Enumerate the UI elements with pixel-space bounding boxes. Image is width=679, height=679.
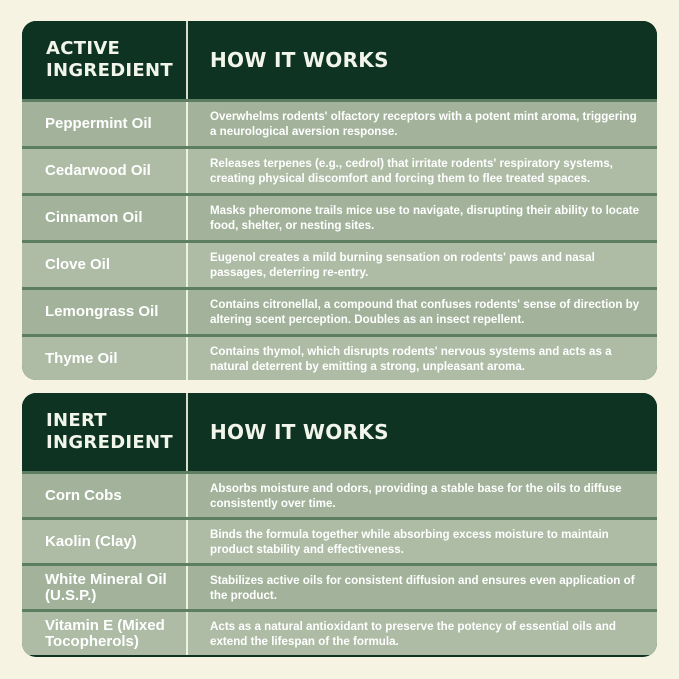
table-row [22, 193, 657, 240]
table-row [22, 563, 657, 609]
ingredient-name: Clove Oil [45, 256, 111, 273]
table-header [22, 393, 657, 471]
ingredient-description: Eugenol creates a mild burning sensation on rodents' paws and nasal passages, deterring re-entry. [186, 243, 657, 287]
how-it-works-column-header: HOW IT WORKS [186, 393, 657, 471]
ingredient-name: Peppermint Oil [45, 115, 152, 132]
ingredient-name: Cedarwood Oil [45, 162, 151, 179]
ingredient-column-header: INERT INGREDIENT [46, 410, 173, 453]
table-header [22, 21, 657, 99]
ingredient-description: Absorbs moisture and odors, providing a stable base for the oils to diffuse consistently over time. [186, 474, 657, 517]
table-row [22, 146, 657, 193]
how-it-works-column-header: HOW IT WORKS [186, 21, 657, 99]
ingredient-column-header: ACTIVE INGREDIENT [46, 38, 173, 81]
active-ingredients-table [22, 21, 657, 380]
table-row [22, 334, 657, 380]
ingredient-name: Kaolin (Clay) [45, 532, 137, 550]
table-row [22, 99, 657, 146]
ingredient-description: Acts as a natural antioxidant to preserve the potency of essential oils and extend the lifespan of the formula. [186, 612, 657, 655]
ingredient-name: Lemongrass Oil [45, 303, 159, 320]
ingredient-description: Releases terpenes (e.g., cedrol) that irritate rodents' respiratory systems, creating physical discomfort and forcing them to flee treated spaces. [186, 149, 657, 193]
ingredient-name: Vitamin E (Mixed Tocopherols) [45, 616, 165, 650]
ingredient-name: White Mineral Oil (U.S.P.) [45, 570, 167, 604]
ingredient-description: Contains thymol, which disrupts rodents' nervous systems and acts as a natural deterrent by emitting a strong, unpleasant aroma. [186, 337, 657, 380]
inert-ingredients-table [22, 393, 657, 657]
table-row [22, 240, 657, 287]
ingredient-name: Thyme Oil [45, 349, 118, 367]
ingredient-description: Binds the formula together while absorbing excess moisture to maintain product stability and effectiveness. [186, 520, 657, 563]
table-row [22, 517, 657, 563]
table-row [22, 471, 657, 517]
ingredient-description: Contains citronellal, a compound that confuses rodents' sense of direction by altering scent perception. Doubles as an insect repellent. [186, 290, 657, 334]
ingredient-description: Masks pheromone trails mice use to navigate, disrupting their ability to locate food, shelter, or nesting sites. [186, 196, 657, 240]
ingredient-description: Stabilizes active oils for consistent diffusion and ensures even application of the product. [186, 566, 657, 609]
ingredient-name: Cinnamon Oil [45, 209, 143, 226]
table-row [22, 609, 657, 655]
ingredient-description: Overwhelms rodents' olfactory receptors with a potent mint aroma, triggering a neurological aversion response. [186, 102, 657, 146]
table-row [22, 287, 657, 334]
ingredient-name: Corn Cobs [45, 486, 122, 504]
